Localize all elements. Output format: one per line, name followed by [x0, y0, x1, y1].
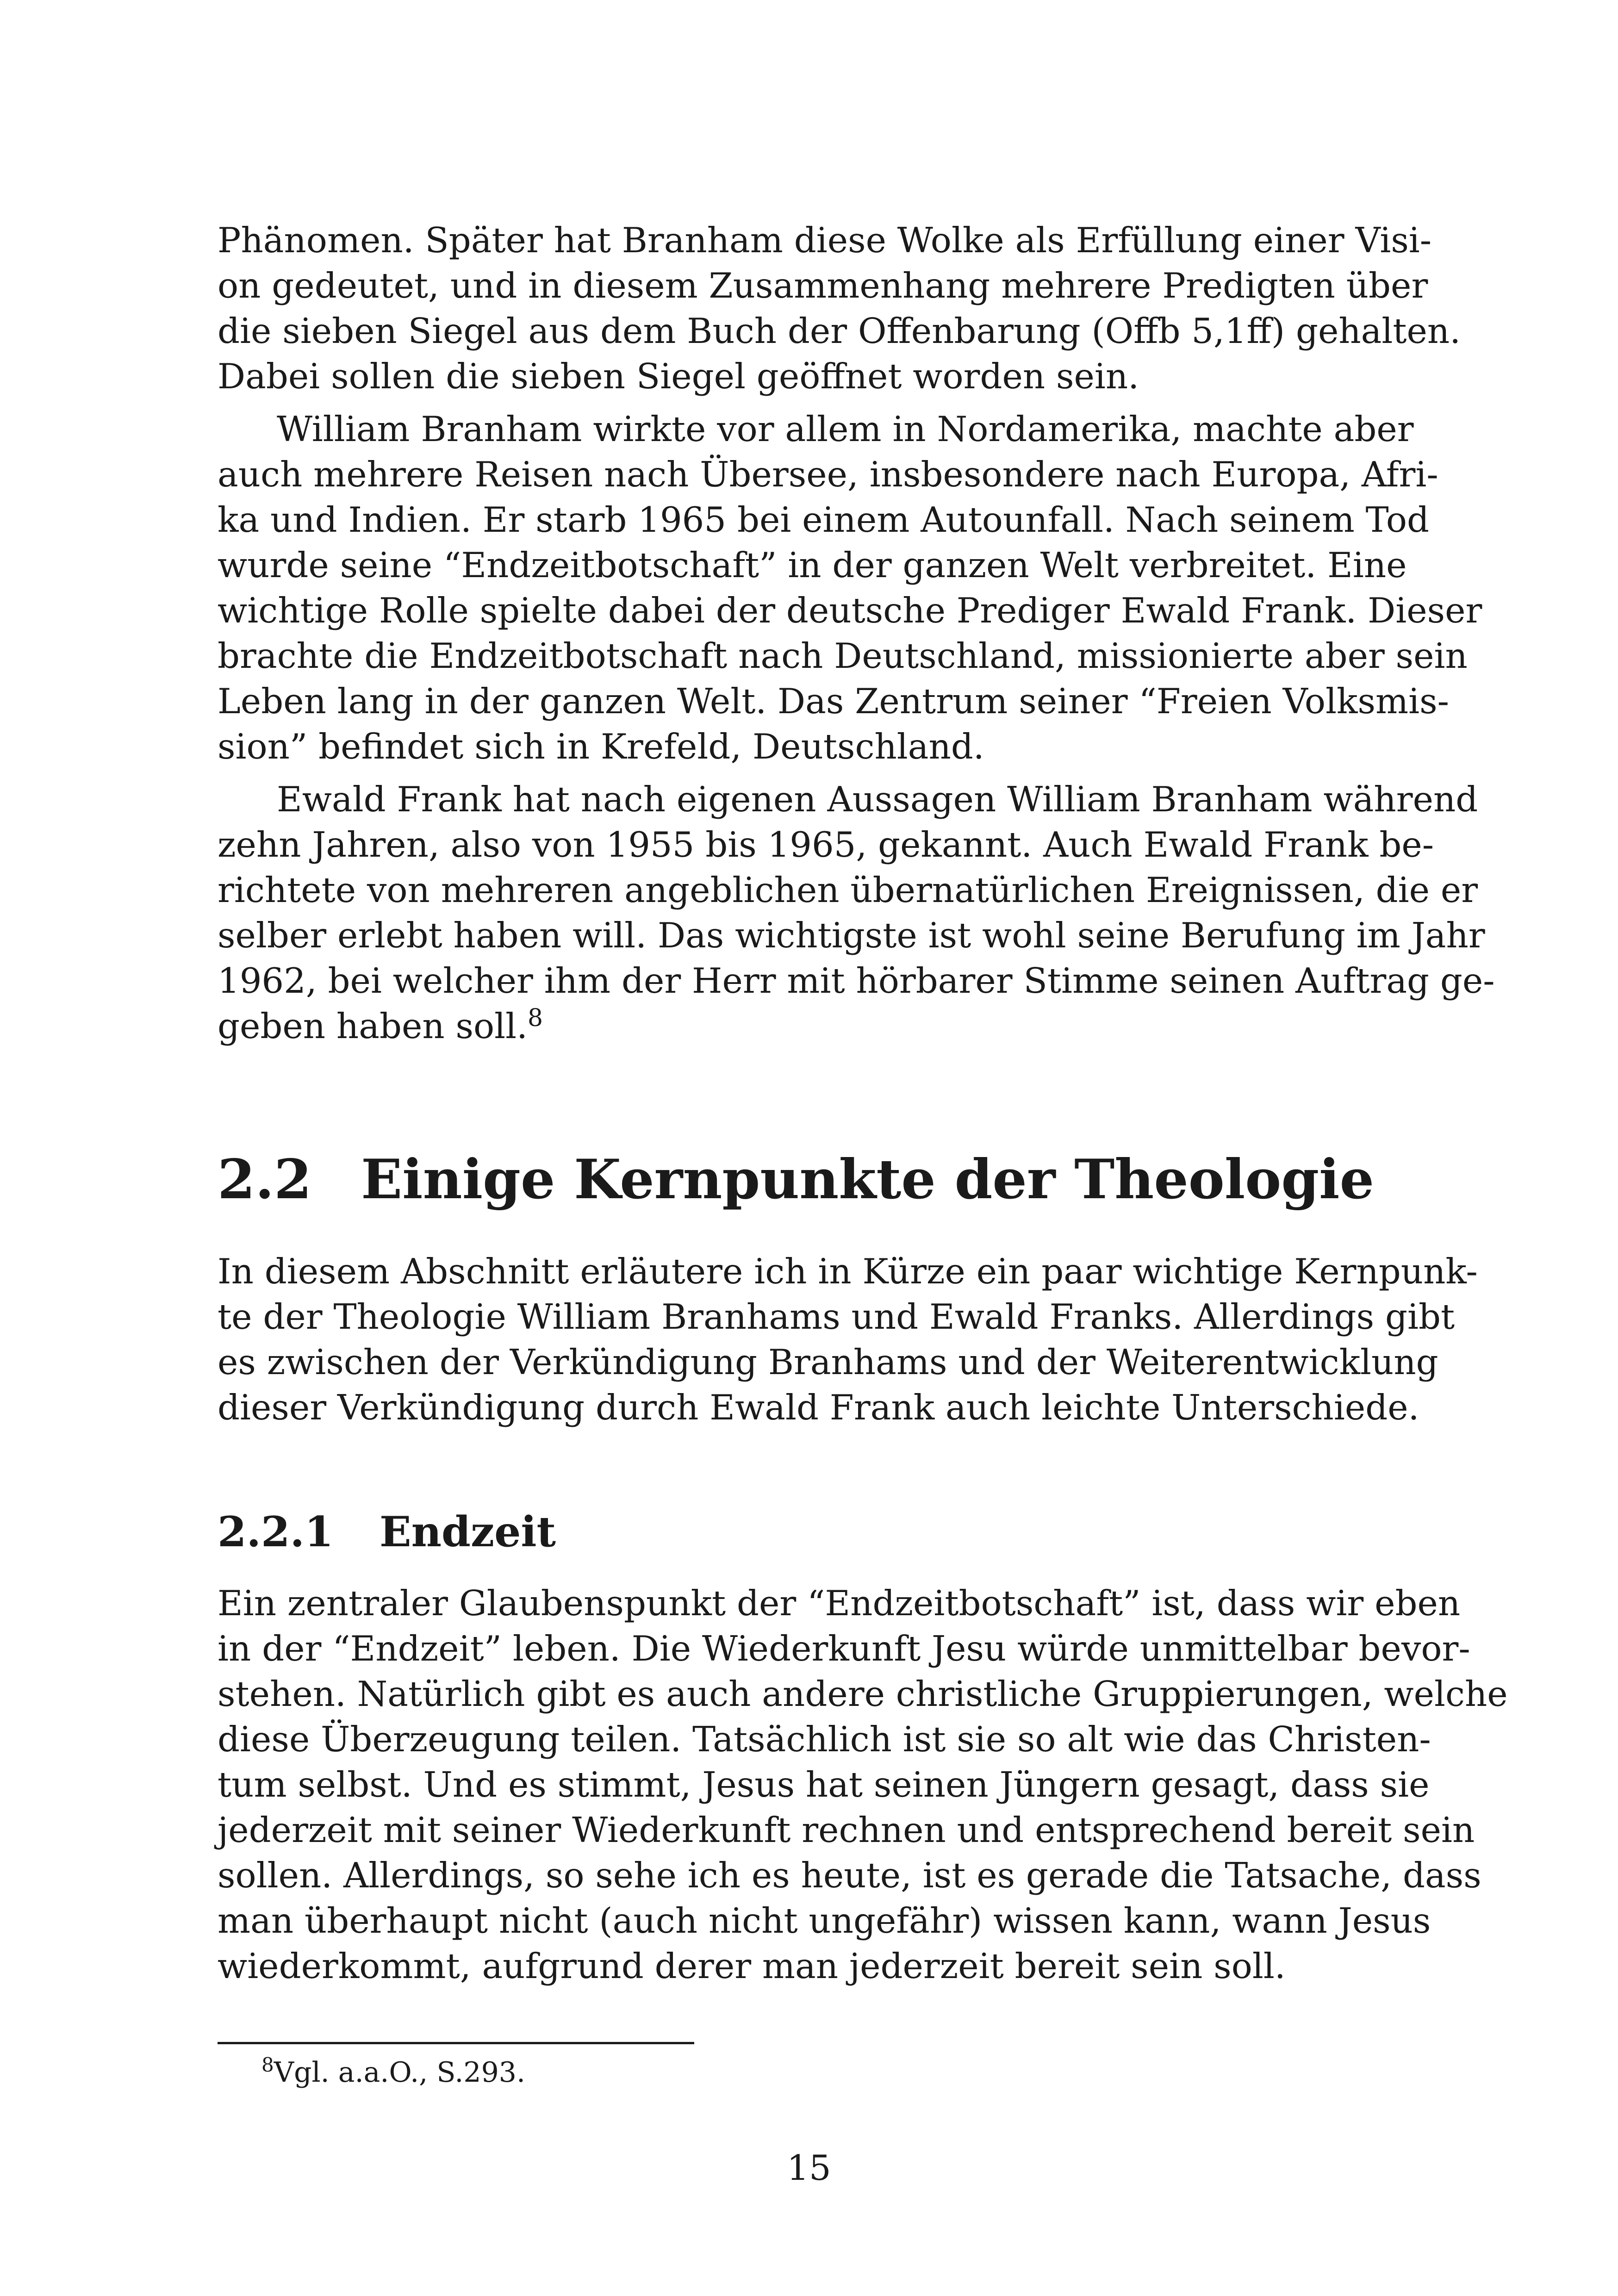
text-line: jederzeit mit seiner Wiederkunft rechnen und entsprechend bereit sein [218, 1810, 1475, 1850]
text-line: man überhaupt nicht (auch nicht ungefähr) wissen kann, wann Jesus [218, 1900, 1431, 1941]
paragraph [218, 406, 1482, 769]
text-line-content: geben haben soll. [218, 1006, 528, 1046]
subsection-title: Endzeit [380, 1507, 556, 1556]
section-title: Einige Kernpunkte der Theologie [361, 1147, 1375, 1211]
text-line: in der “Endzeit” leben. Die Wiederkunft Jesu würde unmittelbar bevor- [218, 1628, 1470, 1669]
text-line: Dabei sollen die sieben Siegel geöffnet worden sein. [218, 356, 1139, 397]
footnote-text: Vgl. a.a.O., S.293. [274, 2056, 526, 2089]
paragraph [218, 1249, 1478, 1430]
text-line: tum selbst. Und es stimmt, Jesus hat seinen Jüngern gesagt, dass sie [218, 1764, 1430, 1805]
text-line: te der Theologie William Branhams und Ewald Franks. Allerdings gibt [218, 1296, 1455, 1337]
text-line: 1962, bei welcher ihm der Herr mit hörbarer Stimme seinen Auftrag ge- [218, 960, 1495, 1001]
text-line [218, 1003, 1402, 1049]
text-line: zehn Jahren, also von 1955 bis 1965, gekannt. Auch Ewald Frank be- [218, 824, 1434, 865]
text-line: auch mehrere Reisen nach Übersee, insbesondere nach Europa, Afri- [218, 454, 1438, 495]
text-line: Leben lang in der ganzen Welt. Das Zentrum seiner “Freien Volksmis- [218, 681, 1449, 722]
text-line: wiederkommt, aufgrund derer man jederzeit bereit sein soll. [218, 1946, 1286, 1986]
page-number: 15 [787, 2147, 831, 2188]
text-line: selber erlebt haben will. Das wichtigste ist wohl seine Berufung im Jahr [218, 915, 1485, 956]
text-line: on gedeutet, und in diesem Zusammenhang mehrere Predigten über [218, 265, 1428, 306]
footnote-separator [218, 2042, 694, 2044]
paragraph [218, 218, 1461, 399]
page-body [218, 218, 1508, 1989]
text-line: wichtige Rolle spielte dabei der deutsche Prediger Ewald Frank. Dieser [218, 590, 1482, 631]
text-line: sollen. Allerdings, so sehe ich es heute, ist es gerade die Tatsache, dass [218, 1855, 1481, 1896]
text-line: Phänomen. Später hat Branham diese Wolke als Erfüllung einer Visi- [218, 220, 1432, 261]
paragraph [218, 777, 1495, 1049]
subsection-number: 2.2.1 [218, 1507, 334, 1556]
text-line: In diesem Abschnitt erläutere ich in Kürze ein paar wichtige Kernpunk- [218, 1251, 1478, 1292]
text-line: William Branham wirkte vor allem in Nordamerika, machte aber [277, 409, 1414, 449]
section-heading [218, 1147, 1402, 1212]
subsection-heading [218, 1504, 1402, 1560]
text-line: ka und Indien. Er starb 1965 bei einem Autounfall. Nach seinem Tod [218, 499, 1430, 540]
text-line: richtete von mehreren angeblichen übernatürlichen Ereignissen, die er [218, 870, 1478, 910]
text-line: es zwischen der Verkündigung Branhams und der Weiterentwicklung [218, 1342, 1438, 1382]
text-line: wurde seine “Endzeitbotschaft” in der ganzen Welt verbreitet. Eine [218, 545, 1407, 585]
text-line: sion” befindet sich in Krefeld, Deutschland. [218, 726, 984, 767]
text-line: Ewald Frank hat nach eigenen Aussagen William Branham während [277, 779, 1478, 820]
paragraph [218, 1580, 1508, 1989]
text-line: stehen. Natürlich gibt es auch andere christliche Gruppierungen, welche [218, 1674, 1508, 1714]
footnote-reference: 8 [527, 1004, 543, 1032]
text-line: Ein zentraler Glaubenspunkt der “Endzeitbotschaft” ist, dass wir eben [218, 1583, 1461, 1624]
text-line: dieser Verkündigung durch Ewald Frank auch leichte Unterschiede. [218, 1387, 1419, 1428]
footnote [261, 2054, 525, 2091]
text-line: diese Überzeugung teilen. Tatsächlich ist sie so alt wie das Christen- [218, 1719, 1431, 1760]
footnote-mark: 8 [261, 2053, 274, 2076]
section-number: 2.2 [218, 1147, 312, 1211]
text-line: brachte die Endzeitbotschaft nach Deutschland, missionierte aber sein [218, 635, 1468, 676]
text-line: die sieben Siegel aus dem Buch der Offenbarung (Offb 5,1ff) gehalten. [218, 311, 1461, 351]
